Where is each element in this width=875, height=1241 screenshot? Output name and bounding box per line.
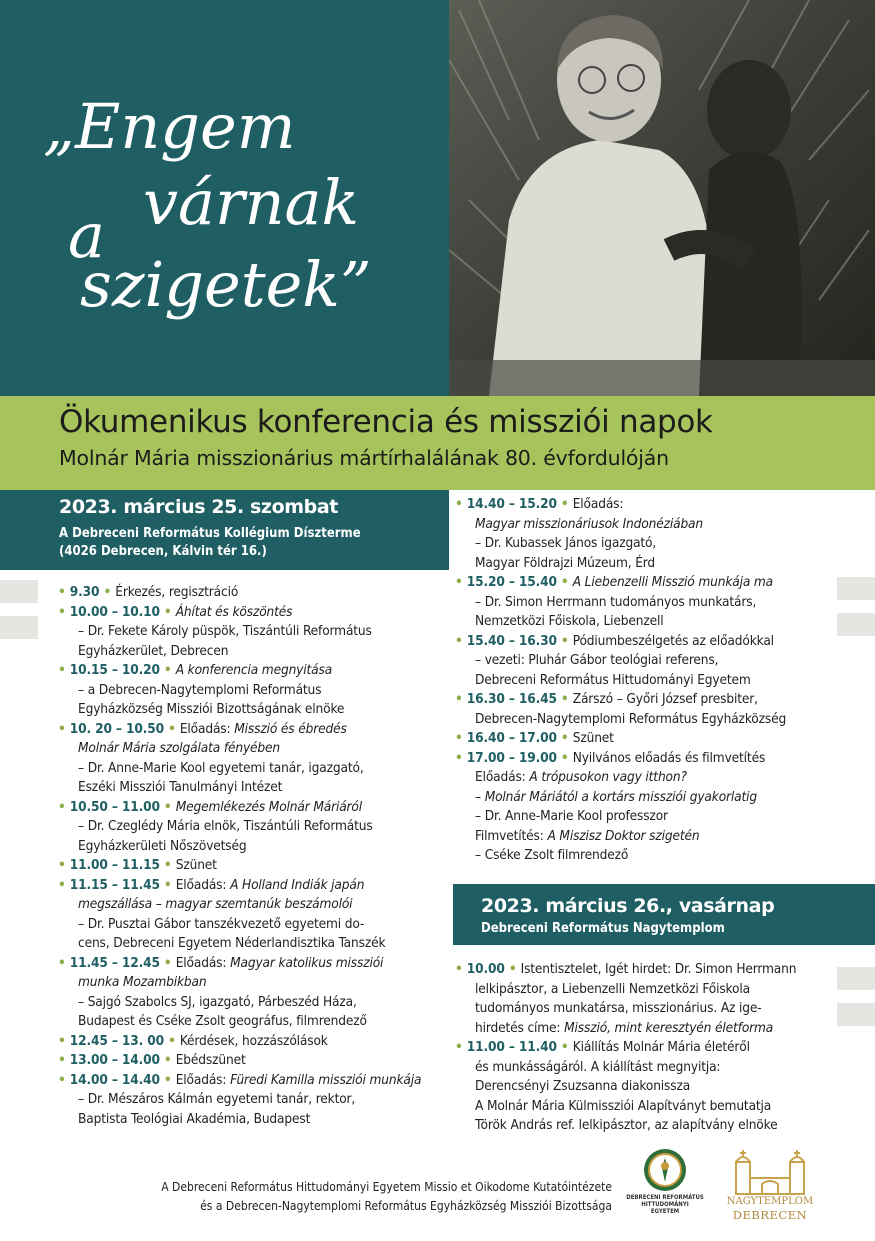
program-detail: A Molnár Mária Külmissziói Alapítványt bemutatja	[475, 1097, 772, 1114]
program-item: • 16.40 – 17.00 • Szünet	[455, 730, 614, 746]
program-item: • 17.00 – 19.00 • Nyilvános előadás és filmvetítés	[455, 749, 766, 766]
program-detail: Debrecen-Nagytemplomi Református Egyházközség	[475, 710, 787, 727]
program-item: • 11.00 – 11.15 • Szünet	[58, 857, 217, 873]
university-logo	[626, 1146, 704, 1226]
program-detail: – Sajgó Szabolcs SJ, igazgató, Párbeszéd Háza,	[78, 993, 357, 1010]
program-detail: – Dr. Fekete Károly püspök, Tiszántúli Református	[78, 623, 372, 639]
program-detail: cens, Debreceni Egyetem Néderlandisztika Tanszék	[78, 935, 386, 951]
program-detail: és munkásságáról. A kiállítást megnyitja:	[475, 1058, 721, 1075]
logo-caption: NAGYTEMPLOM	[726, 1196, 814, 1207]
program-detail: – Molnár Máriától a kortárs missziói gyakorlatig	[475, 788, 757, 805]
program-item: • 15.20 – 15.40 • A Liebenzelli Misszió munkája ma	[455, 574, 774, 590]
program-item: • 13.00 – 14.00 • Ebédszünet	[58, 1052, 246, 1068]
program-detail: Magyar misszionáriusok Indonéziában	[475, 515, 704, 532]
organizers-footer	[0, 1178, 612, 1216]
program-detail: Derencsényi Zsuzsanna diakonissza	[475, 1078, 691, 1094]
program-detail: Filmvetítés: A Miszisz Doktor szigetén	[475, 827, 700, 844]
program-item: • 14.00 – 14.40 • Előadás: Füredi Kamilla missziói munkája	[58, 1071, 422, 1088]
program-item: • 10.15 – 10.20 • A konferencia megnyitása	[58, 662, 333, 678]
program-detail: lelkipásztor, a Liebenzelli Nemzetközi Főiskola	[475, 980, 750, 997]
program-detail: munka Mozambikban	[78, 974, 207, 990]
program-detail: – Cséke Zsolt filmrendező	[475, 847, 629, 863]
program-item: • 11.45 – 12.45 • Előadás: Magyar katolikus missziói	[58, 954, 384, 971]
title-line-3: a	[68, 199, 105, 272]
program-detail: Előadás: A trópusokon vagy itthon?	[475, 769, 687, 785]
decorative-square	[0, 580, 38, 603]
day1-header	[0, 490, 449, 570]
program-detail: – Dr. Mészáros Kálmán egyetemi tanár, rektor,	[78, 1091, 356, 1107]
day1-venue: A Debreceni Református Kollégium Díszterme	[59, 526, 361, 541]
program-item: • 10.50 – 11.00 • Megemlékezés Molnár Máriáról	[58, 798, 362, 815]
program-item: • 12.45 – 13. 00 • Kérdések, hozzászólások	[58, 1032, 328, 1049]
black-and-white-photo-icon	[449, 0, 875, 396]
program-item: • 9.30 • Érkezés, regisztráció	[58, 584, 239, 600]
title-line-2: várnak	[143, 166, 360, 239]
program-detail: Egyházkerületi Nőszövetség	[78, 837, 247, 854]
conference-title: Ökumenikus konferencia és missziói napok	[59, 404, 713, 440]
header-section	[0, 0, 875, 396]
university-crest-icon	[626, 1146, 704, 1194]
day1-program-left	[58, 583, 421, 1129]
program-detail: hirdetés címe: Misszió, mint keresztyén életforma	[475, 1019, 774, 1036]
program-detail: megszállása – magyar szemtanúk beszámolói	[78, 896, 353, 912]
decorative-square	[837, 1003, 875, 1026]
program-detail: – vezeti: Pluhár Gábor teológiai referens,	[475, 652, 719, 668]
program-detail: Nemzetközi Főiskola, Liebenzell	[475, 613, 664, 629]
program-detail: – Dr. Kubassek János igazgató,	[475, 535, 657, 551]
program-item: • 14.40 – 15.20 • Előadás:	[455, 496, 624, 512]
program-detail: Baptista Teológiai Akadémia, Budapest	[78, 1110, 311, 1127]
decorative-square	[837, 613, 875, 636]
decorative-square	[837, 967, 875, 990]
program-item: • 10.00 • Istentisztelet, Igét hirdet: Dr. Simon Herrmann	[455, 961, 797, 977]
day1-program-right	[455, 495, 786, 866]
program-item: • 16.30 – 16.45 • Zárszó – Győri József presbiter,	[455, 691, 758, 707]
program-item: • 11.00 – 11.40 • Kiállítás Molnár Mária életéről	[455, 1039, 750, 1055]
nagytemplom-logo	[722, 1148, 818, 1226]
logo-caption: DEBRECENI REFORMÁTUS	[626, 1194, 704, 1201]
program-item: • 15.40 – 16.30 • Pódiumbeszélgetés az előadókkal	[455, 632, 774, 649]
church-towers-icon	[722, 1148, 818, 1196]
program-detail: Budapest és Cséke Zsolt geográfus, filmrendező	[78, 1013, 367, 1029]
program-detail: – Dr. Anne-Marie Kool egyetemi tanár, igazgató,	[78, 759, 364, 776]
footer-line: A Debreceni Református Hittudományi Egyetem Missio et Oikodome Kutatóintézete	[161, 1180, 612, 1194]
logo-caption: EGYETEM	[650, 1208, 680, 1215]
decorative-square	[0, 616, 38, 639]
program-item: • 10. 20 – 10.50 • Előadás: Misszió és ébredés	[58, 720, 347, 737]
day2-venue: Debreceni Református Nagytemplom	[481, 921, 725, 936]
title-line-1: „Engem	[43, 90, 296, 163]
title-line-4: szigetek”	[80, 248, 372, 321]
program-detail: – Dr. Pusztai Gábor tanszékvezető egyetemi do-	[78, 915, 365, 932]
day2-header	[453, 884, 875, 945]
program-detail: – Dr. Anne-Marie Kool professzor	[475, 808, 668, 824]
logo-caption: HITTUDOMÁNYI	[641, 1201, 689, 1208]
program-detail: – Dr. Simon Herrmann tudományos munkatárs,	[475, 593, 757, 610]
program-item: • 10.00 – 10.10 • Áhítat és köszöntés	[58, 603, 293, 620]
program-detail: Debreceni Református Hittudományi Egyetem	[475, 671, 751, 688]
conference-subtitle: Molnár Mária misszionárius mártírhalálának 80. évfordulóján	[59, 446, 669, 470]
program-detail: Egyházközség Missziói Bizottságának elnöke	[78, 701, 345, 717]
program-detail: tudományos munkatársa, misszionárius. Az ige-	[475, 1000, 762, 1016]
program-detail: Török András ref. lelkipásztor, az alapítvány elnöke	[475, 1117, 778, 1133]
program-item: • 11.15 – 11.45 • Előadás: A Holland Indiák japán	[58, 876, 365, 893]
program-detail: – Dr. Czeglédy Mária elnök, Tiszántúli Református	[78, 818, 373, 834]
program-detail: Egyházkerület, Debrecen	[78, 642, 229, 659]
program-detail: Eszéki Missziói Tanulmányi Intézet	[78, 779, 283, 795]
decorative-square	[837, 577, 875, 600]
day1-address: (4026 Debrecen, Kálvin tér 16.)	[59, 544, 267, 559]
day2-program	[455, 960, 796, 1136]
program-detail: – a Debrecen-Nagytemplomi Református	[78, 681, 322, 698]
footer-line: és a Debrecen-Nagytemplomi Református Egyházközség Missziói Bizottsága	[200, 1199, 612, 1213]
title-panel	[0, 0, 449, 396]
program-detail: Molnár Mária szolgálata fényében	[78, 740, 281, 756]
day1-date: 2023. március 25. szombat	[59, 496, 338, 518]
logo-caption: DEBRECEN	[732, 1208, 808, 1222]
program-detail: Magyar Földrajzi Múzeum, Érd	[475, 554, 656, 571]
day2-date: 2023. március 26., vasárnap	[481, 895, 775, 917]
